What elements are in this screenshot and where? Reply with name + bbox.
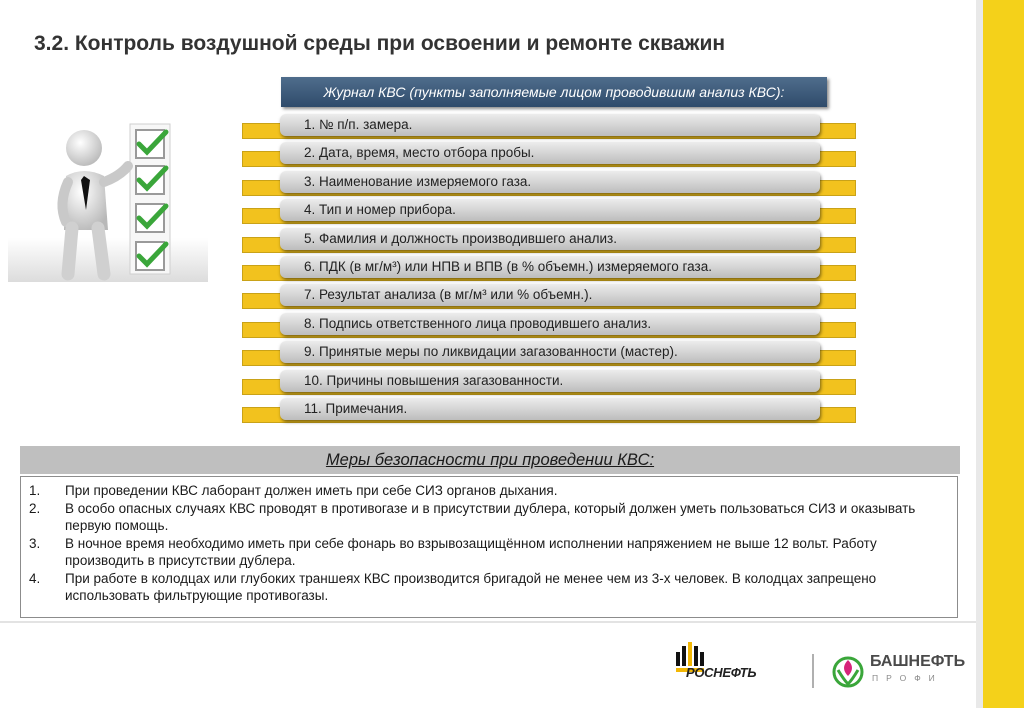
list-item [21,482,949,500]
list-item-number: 2. [29,500,41,516]
journal-list [240,111,858,423]
journal-row [240,338,858,366]
logo-divider [812,654,814,688]
list-item-text: В особо опасных случаях КВС проводят в противогазе и в присутствии дублера, который должен уметь пользоваться СИЗ и оказывать первую помощь. [65,500,916,533]
journal-row [240,139,858,167]
list-item-text: При проведении КВС лаборант должен иметь при себе СИЗ органов дыхания. [65,483,558,498]
page-title: 3.2. Контроль воздушной среды при освоении и ремонте скважин [34,32,726,55]
journal-item-11: 11. Примечания. [280,398,820,420]
measures-header: Меры безопасности при проведении КВС: [20,446,960,474]
list-item [21,500,949,535]
journal-row [240,395,858,423]
right-accent-band [983,0,1024,708]
rosneft-wordmark: РОСНЕФТЬ [686,665,757,680]
journal-header: Журнал КВС (пункты заполняемые лицом проводившим анализ КВС): [281,77,827,107]
journal-item-2: 2. Дата, время, место отбора пробы. [280,142,820,164]
list-item [21,570,949,605]
journal-item-7: 7. Результат анализа (в мг/м³ или % объемн.). [280,284,820,306]
right-band-edge [976,0,983,708]
journal-row [240,111,858,139]
journal-row [240,225,858,253]
bashneft-subtitle: ПРОФИ [872,673,943,683]
journal-row [240,310,858,338]
list-item-number: 3. [29,535,41,551]
list-item [21,535,949,570]
list-item-text: При работе в колодцах или глубоких траншеях КВС производится бригадой не менее чем из 3-х человек. В колодцах запрещено использовать фильтрующие противогазы. [65,570,877,603]
journal-item-6: 6. ПДК (в мг/м³) или НПВ и ВПВ (в % объемн.) измеряемого газа. [280,256,820,278]
journal-row [240,196,858,224]
checklist-board [130,124,170,274]
journal-item-9: 9. Принятые меры по ликвидации загазованности (мастер). [280,341,820,363]
journal-item-10: 10. Причины повышения загазованности. [280,370,820,392]
journal-item-3: 3. Наименование измеряемого газа. [280,171,820,193]
footer-divider [0,621,976,623]
measures-list [20,476,958,618]
journal-item-1: 1. № п/п. замера. [280,114,820,136]
list-item-number: 1. [29,483,41,498]
journal-item-4: 4. Тип и номер прибора. [280,199,820,221]
checklist-figure-illustration [8,118,208,288]
journal-row [240,253,858,281]
journal-item-5: 5. Фамилия и должность производившего анализ. [280,228,820,250]
bashneft-logo-icon [832,654,864,688]
bashneft-wordmark: БАШНЕФТЬ [870,653,966,670]
journal-row [240,168,858,196]
list-item-number: 4. [29,570,41,586]
journal-row [240,281,858,309]
journal-item-8: 8. Подпись ответственного лица проводившего анализ. [280,313,820,335]
journal-row [240,367,858,395]
list-item-text: В ночное время необходимо иметь при себе фонарь во взрывозащищённом исполнении напряжением не выше 12 вольт. Работу производить в присутствии дублера. [65,535,877,568]
